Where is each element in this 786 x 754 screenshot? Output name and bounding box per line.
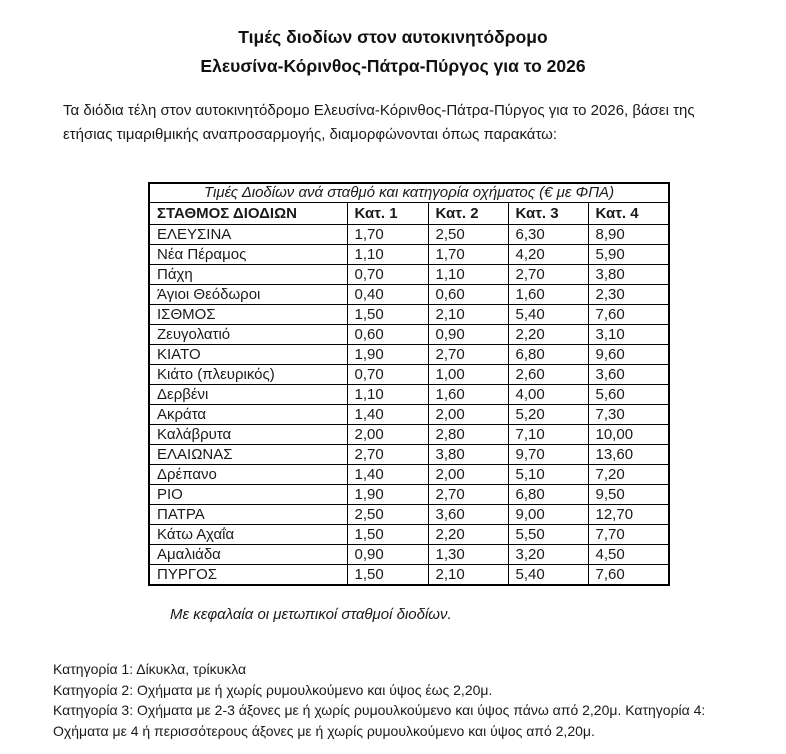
fare-cell-cat4: 3,10 bbox=[588, 325, 669, 345]
station-cell: ΙΣΘΜΟΣ bbox=[149, 305, 347, 325]
fare-cell-cat3: 2,70 bbox=[508, 265, 588, 285]
fare-cell-cat1: 1,10 bbox=[347, 245, 428, 265]
fare-cell-cat3: 5,20 bbox=[508, 405, 588, 425]
fare-cell-cat3: 5,40 bbox=[508, 565, 588, 586]
fare-cell-cat3: 5,10 bbox=[508, 465, 588, 485]
station-cell: ΕΛΑΙΩΝΑΣ bbox=[149, 445, 347, 465]
intro-line-2: ετήσιας τιμαριθμικής αναπροσαρμογής, διαμορφώνονται όπως παρακάτω: bbox=[63, 126, 558, 143]
table-row bbox=[149, 245, 669, 265]
intro-line-1: Τα διόδια τέλη στον αυτοκινητόδρομο Ελευσίνα-Κόρινθος-Πάτρα-Πύργος για το 2026, βάσει της bbox=[63, 102, 695, 119]
fare-cell-cat3: 6,30 bbox=[508, 225, 588, 245]
table-row bbox=[149, 565, 669, 586]
fare-cell-cat3: 1,60 bbox=[508, 285, 588, 305]
column-header-cat2: Κατ. 2 bbox=[428, 203, 508, 225]
footnote-line-1: Κατηγορία 1: Δίκυκλα, τρίκυκλα bbox=[53, 661, 247, 677]
fare-cell-cat4: 9,50 bbox=[588, 485, 669, 505]
fare-cell-cat3: 2,60 bbox=[508, 365, 588, 385]
fare-cell-cat4: 13,60 bbox=[588, 445, 669, 465]
table-body bbox=[149, 225, 669, 586]
fare-cell-cat1: 0,60 bbox=[347, 325, 428, 345]
fare-cell-cat1: 1,40 bbox=[347, 405, 428, 425]
fare-cell-cat4: 7,60 bbox=[588, 565, 669, 586]
page-title-line-2: Ελευσίνα-Κόρινθος-Πάτρα-Πύργος για το 2026 bbox=[200, 56, 586, 76]
fare-cell-cat4: 5,60 bbox=[588, 385, 669, 405]
page-title-line-1: Τιμές διοδίων στον αυτοκινητόδρομο bbox=[238, 27, 548, 47]
fare-cell-cat1: 1,10 bbox=[347, 385, 428, 405]
fare-cell-cat3: 4,20 bbox=[508, 245, 588, 265]
fare-cell-cat4: 10,00 bbox=[588, 425, 669, 445]
station-cell: Ζευγολατιό bbox=[149, 325, 347, 345]
fare-cell-cat2: 2,10 bbox=[428, 305, 508, 325]
table-caption: Τιμές Διοδίων ανά σταθμό και κατηγορία οχήματος (€ με ΦΠΑ) bbox=[149, 183, 669, 203]
station-cell: ΚΙΑΤΟ bbox=[149, 345, 347, 365]
station-cell: ΕΛΕΥΣΙΝΑ bbox=[149, 225, 347, 245]
table-row bbox=[149, 345, 669, 365]
fare-cell-cat4: 4,50 bbox=[588, 545, 669, 565]
table-caption-row bbox=[149, 183, 669, 203]
station-cell: Δερβένι bbox=[149, 385, 347, 405]
fare-cell-cat2: 2,50 bbox=[428, 225, 508, 245]
table-row bbox=[149, 305, 669, 325]
table-header-row bbox=[149, 203, 669, 225]
fare-cell-cat4: 9,60 bbox=[588, 345, 669, 365]
fare-cell-cat2: 0,60 bbox=[428, 285, 508, 305]
fare-cell-cat3: 7,10 bbox=[508, 425, 588, 445]
fare-cell-cat1: 0,90 bbox=[347, 545, 428, 565]
fare-cell-cat1: 0,40 bbox=[347, 285, 428, 305]
table-row bbox=[149, 525, 669, 545]
fare-cell-cat2: 3,60 bbox=[428, 505, 508, 525]
fare-cell-cat3: 5,50 bbox=[508, 525, 588, 545]
toll-price-table bbox=[148, 182, 670, 586]
station-cell: ΡΙΟ bbox=[149, 485, 347, 505]
fare-cell-cat2: 1,30 bbox=[428, 545, 508, 565]
fare-cell-cat3: 2,20 bbox=[508, 325, 588, 345]
station-cell: Αμαλιάδα bbox=[149, 545, 347, 565]
fare-cell-cat1: 1,90 bbox=[347, 485, 428, 505]
fare-cell-cat4: 7,70 bbox=[588, 525, 669, 545]
fare-cell-cat3: 9,00 bbox=[508, 505, 588, 525]
page-title bbox=[0, 23, 786, 81]
fare-cell-cat4: 7,20 bbox=[588, 465, 669, 485]
station-cell: Κάτω Αχαΐα bbox=[149, 525, 347, 545]
category-footnotes bbox=[53, 659, 763, 741]
fare-cell-cat1: 2,50 bbox=[347, 505, 428, 525]
fare-cell-cat1: 0,70 bbox=[347, 365, 428, 385]
fare-cell-cat1: 1,50 bbox=[347, 565, 428, 586]
fare-cell-cat4: 3,80 bbox=[588, 265, 669, 285]
fare-cell-cat2: 2,80 bbox=[428, 425, 508, 445]
fare-cell-cat1: 1,70 bbox=[347, 225, 428, 245]
station-cell: Δρέπανο bbox=[149, 465, 347, 485]
footnote-line-3: Κατηγορία 3: Οχήματα με 2-3 άξονες με ή χωρίς ρυμουλκούμενο και ύψος πάνω από 2,20μ. Κατηγορία 4: bbox=[53, 702, 706, 718]
column-header-station: ΣΤΑΘΜΟΣ ΔΙΟΔΙΩΝ bbox=[149, 203, 347, 225]
table-row bbox=[149, 285, 669, 305]
footnote-line-2: Κατηγορία 2: Οχήματα με ή χωρίς ρυμουλκούμενο και ύψος έως 2,20μ. bbox=[53, 681, 493, 698]
table-row bbox=[149, 445, 669, 465]
fare-cell-cat3: 3,20 bbox=[508, 545, 588, 565]
fare-cell-cat3: 6,80 bbox=[508, 345, 588, 365]
fare-cell-cat2: 2,00 bbox=[428, 405, 508, 425]
station-cell: Πάχη bbox=[149, 265, 347, 285]
column-header-cat3: Κατ. 3 bbox=[508, 203, 588, 225]
fare-cell-cat4: 8,90 bbox=[588, 225, 669, 245]
fare-cell-cat4: 7,60 bbox=[588, 305, 669, 325]
table-row bbox=[149, 505, 669, 525]
fare-cell-cat1: 2,70 bbox=[347, 445, 428, 465]
fare-cell-cat2: 2,00 bbox=[428, 465, 508, 485]
station-cell: ΠΑΤΡΑ bbox=[149, 505, 347, 525]
fare-cell-cat3: 6,80 bbox=[508, 485, 588, 505]
footnote-line-4: Οχήματα με 4 ή περισσότερους άξονες με ή χωρίς ρυμουλκούμενο και ύψος από 2,20μ. bbox=[53, 722, 595, 739]
station-cell: Καλάβρυτα bbox=[149, 425, 347, 445]
fare-cell-cat4: 5,90 bbox=[588, 245, 669, 265]
station-cell: Άγιοι Θεόδωροι bbox=[149, 285, 347, 305]
intro-paragraph bbox=[63, 99, 728, 147]
fare-cell-cat3: 4,00 bbox=[508, 385, 588, 405]
fare-cell-cat1: 1,90 bbox=[347, 345, 428, 365]
table-row bbox=[149, 325, 669, 345]
table-row bbox=[149, 425, 669, 445]
fare-cell-cat2: 2,20 bbox=[428, 525, 508, 545]
fare-cell-cat1: 1,40 bbox=[347, 465, 428, 485]
table-note: Με κεφαλαία οι μετωπικοί σταθμοί διοδίων. bbox=[170, 606, 452, 623]
column-header-cat4: Κατ. 4 bbox=[588, 203, 669, 225]
station-cell: Κιάτο (πλευρικός) bbox=[149, 365, 347, 385]
fare-cell-cat2: 1,60 bbox=[428, 385, 508, 405]
fare-cell-cat2: 1,10 bbox=[428, 265, 508, 285]
station-cell: ΠΥΡΓΟΣ bbox=[149, 565, 347, 586]
fare-cell-cat3: 5,40 bbox=[508, 305, 588, 325]
fare-cell-cat1: 1,50 bbox=[347, 525, 428, 545]
station-cell: Ακράτα bbox=[149, 405, 347, 425]
station-cell: Νέα Πέραμος bbox=[149, 245, 347, 265]
fare-cell-cat2: 3,80 bbox=[428, 445, 508, 465]
fare-cell-cat4: 7,30 bbox=[588, 405, 669, 425]
fare-cell-cat2: 1,00 bbox=[428, 365, 508, 385]
table-row bbox=[149, 465, 669, 485]
fare-cell-cat1: 0,70 bbox=[347, 265, 428, 285]
fare-cell-cat2: 2,10 bbox=[428, 565, 508, 586]
fare-cell-cat2: 2,70 bbox=[428, 345, 508, 365]
table-row bbox=[149, 365, 669, 385]
fare-cell-cat4: 2,30 bbox=[588, 285, 669, 305]
table-row bbox=[149, 265, 669, 285]
fare-cell-cat2: 1,70 bbox=[428, 245, 508, 265]
fare-cell-cat2: 2,70 bbox=[428, 485, 508, 505]
fare-cell-cat2: 0,90 bbox=[428, 325, 508, 345]
fare-cell-cat4: 3,60 bbox=[588, 365, 669, 385]
fare-cell-cat4: 12,70 bbox=[588, 505, 669, 525]
fare-cell-cat1: 2,00 bbox=[347, 425, 428, 445]
column-header-cat1: Κατ. 1 bbox=[347, 203, 428, 225]
table-row bbox=[149, 545, 669, 565]
table-row bbox=[149, 405, 669, 425]
fare-cell-cat3: 9,70 bbox=[508, 445, 588, 465]
table-row bbox=[149, 385, 669, 405]
fare-cell-cat1: 1,50 bbox=[347, 305, 428, 325]
table-row bbox=[149, 485, 669, 505]
table-row bbox=[149, 225, 669, 245]
